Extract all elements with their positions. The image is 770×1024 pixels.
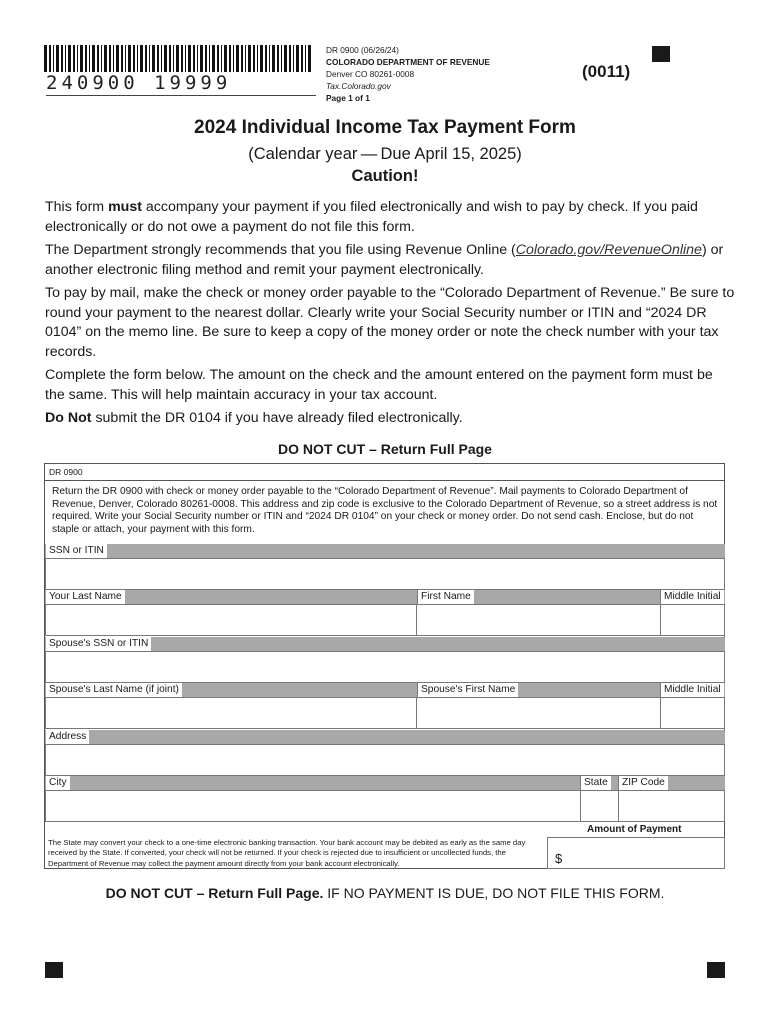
middle-initial-label: Middle Initial: [660, 590, 724, 604]
address-label-bar: [45, 730, 725, 744]
spouse-middle-initial-label: Middle Initial: [660, 683, 724, 697]
barcode-number: 240900 19999: [46, 72, 316, 96]
paragraph-do-not: [45, 409, 735, 429]
footer-text: IF NO PAYMENT IS DUE, DO NOT FILE THIS FORM.: [323, 885, 665, 901]
city-input[interactable]: [45, 790, 581, 822]
spouse-first-name-input[interactable]: [416, 697, 661, 729]
registration-mark-bottom-right: [707, 962, 725, 978]
department-name: COLORADO DEPARTMENT OF REVENUE: [326, 57, 490, 67]
paragraph-revenue-online: [45, 241, 735, 280]
department-website: Tax.Colorado.gov: [326, 81, 391, 91]
name-label-bar: [45, 590, 725, 604]
spouse-ssn-input[interactable]: [45, 651, 725, 683]
last-name-label: Your Last Name: [46, 590, 125, 604]
ssn-label: SSN or ITIN: [46, 544, 107, 558]
p5-emphasis: Do Not: [45, 410, 92, 426]
electronic-conversion-disclaimer: The State may convert your check to a one-time electronic banking transaction. Your bank account may be debited as early as the same day received by the State. If converted, your check will not be returned. If your check is rejected due to insufficient or uncollected funds, the Department of Revenue may collect the payment amount directly from your bank account electronically.: [48, 838, 526, 868]
last-name-input[interactable]: [45, 604, 417, 636]
form-id: DR 0900: [49, 467, 83, 477]
form-version: DR 0900 (06/26/24): [326, 45, 399, 55]
zip-label: ZIP Code: [618, 776, 668, 790]
page-title: 2024 Individual Income Tax Payment Form: [194, 117, 576, 138]
footer-bold: DO NOT CUT – Return Full Page.: [105, 885, 324, 901]
caution-heading: Caution!: [351, 167, 419, 185]
middle-initial-input[interactable]: [660, 604, 725, 636]
footer-notice: [0, 885, 770, 901]
page-subtitle: (Calendar year — Due April 15, 2025): [248, 145, 522, 163]
spouse-last-name-label: Spouse's Last Name (if joint): [46, 683, 182, 697]
spouse-middle-initial-input[interactable]: [660, 697, 725, 729]
amount-of-payment-input[interactable]: [547, 837, 725, 869]
paragraph-complete-form: Complete the form below. The amount on the check and the amount entered on the payment form must be the same. This will help maintain accuracy in your tax account.: [45, 367, 713, 403]
p1-text-a: This form: [45, 199, 109, 215]
p1-emphasis: must: [108, 199, 142, 215]
registration-mark-top-right: [652, 46, 670, 62]
city-label: City: [46, 776, 70, 790]
form-instructions: Return the DR 0900 with check or money order payable to the “Colorado Department of Revenue”. Mail payments to Colorado Department of Revenue, Denver, Colorado 80261-0008. This address and zip code is exclusive to the Colorado Department of Revenue, so a street address is not required. Write your Social Security number or ITIN and “2024 DR 0104” on your check or money order. Do not send cash. Enclose, but do not staple or attach, your payment with this form.: [52, 486, 718, 535]
dollar-sign: $: [555, 851, 563, 866]
department-address: Denver CO 80261-0008: [326, 69, 415, 79]
page-number: Page 1 of 1: [326, 93, 370, 103]
form-header-info: [326, 44, 490, 104]
instructions-body: [45, 198, 735, 433]
address-input[interactable]: [45, 744, 725, 776]
p2-text-a: The Department strongly recommends that you file using Revenue Online (: [45, 242, 516, 258]
first-name-label: First Name: [417, 590, 474, 604]
first-name-input[interactable]: [416, 604, 661, 636]
state-input[interactable]: [580, 790, 619, 822]
address-label: Address: [46, 730, 89, 744]
cut-notice: DO NOT CUT – Return Full Page: [278, 441, 492, 457]
spouse-first-name-label: Spouse's First Name: [417, 683, 518, 697]
form-code: (0011): [582, 62, 631, 81]
paragraph-must: [45, 198, 735, 237]
revenue-online-link[interactable]: Colorado.gov/RevenueOnline: [515, 242, 702, 258]
p5-text: submit the DR 0104 if you have already filed electronically.: [91, 410, 463, 426]
state-label: State: [580, 776, 611, 790]
zip-input[interactable]: [618, 790, 725, 822]
ssn-input[interactable]: [45, 558, 725, 590]
registration-mark-bottom-left: [45, 962, 63, 978]
ssn-label-bar: [45, 544, 725, 558]
p2-text-b: ) or another electronic filing method and remit your payment electronically.: [45, 242, 724, 278]
spouse-last-name-input[interactable]: [45, 697, 417, 729]
form-divider: [44, 480, 725, 481]
barcode-image: [44, 45, 312, 72]
p1-text-c: accompany your payment if you filed electronically and wish to pay by check. If you paid electronically or do not owe a payment do not file this form.: [45, 199, 698, 235]
paragraph-pay-by-mail: To pay by mail, make the check or money order payable to the “Colorado Department of Revenue.” Be sure to round your payment to the nearest dollar. Clearly write your Social Security number or ITIN and “2024 DR 0104” on the memo line. Be sure to keep a copy of the money order or note the check number with your tax records.: [45, 285, 735, 360]
amount-of-payment-label: Amount of Payment: [587, 824, 682, 835]
spouse-ssn-label: Spouse's SSN or ITIN: [46, 637, 151, 651]
